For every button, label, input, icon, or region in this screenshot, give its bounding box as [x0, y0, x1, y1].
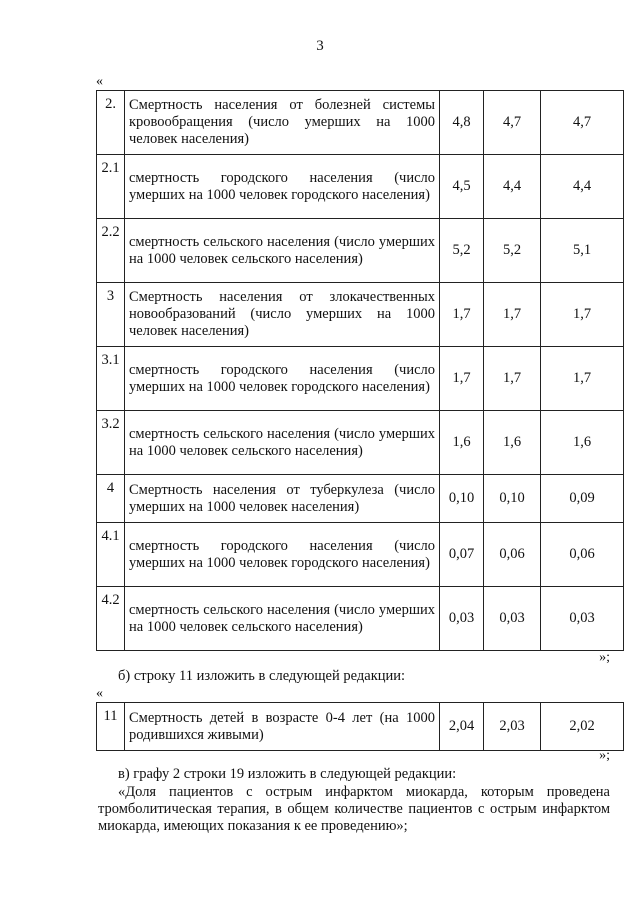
table-row — [97, 219, 624, 283]
row-value-2: 1,7 — [484, 347, 541, 411]
table-row — [97, 91, 624, 155]
row-value-2: 0,10 — [484, 475, 541, 523]
row-description: смертность городского населения (число умерших на 1000 человек городского населения) — [125, 155, 440, 219]
row-value-2: 2,03 — [484, 703, 541, 751]
row-value-3: 0,09 — [541, 475, 624, 523]
row-value-1: 0,10 — [440, 475, 484, 523]
row-description: смертность сельского населения (число умерших на 1000 человек сельского населения) — [125, 587, 440, 651]
row-value-1: 4,8 — [440, 91, 484, 155]
row-value-3: 5,1 — [541, 219, 624, 283]
mortality-table — [96, 90, 624, 651]
amendment-v-text: в) графу 2 строки 19 изложить в следующей редакции: — [118, 766, 457, 782]
row-description: Смертность населения от болезней системы кровообращения (число умерших на 1000 человек населения) — [125, 91, 440, 155]
row-number: 4.2 — [97, 587, 125, 651]
row-number: 3.1 — [97, 347, 125, 411]
open-quote-mark: « — [96, 74, 103, 89]
row-value-3: 1,7 — [541, 347, 624, 411]
amendment-v-body: «Доля пациентов с острым инфарктом миокарда, которым проведена тромболитическая терапия, в общем количестве пациентов с острым инфарктом миокарда, имеющих показания к ее проведению»; — [98, 784, 610, 834]
row-number: 2. — [97, 91, 125, 155]
close-quote-mark: »; — [599, 650, 610, 665]
row-value-1: 5,2 — [440, 219, 484, 283]
row-description: смертность сельского населения (число умерших на 1000 человек сельского населения) — [125, 219, 440, 283]
row-value-1: 0,03 — [440, 587, 484, 651]
row-value-2: 4,7 — [484, 91, 541, 155]
table-row — [97, 523, 624, 587]
row-value-2: 5,2 — [484, 219, 541, 283]
table-row — [97, 283, 624, 347]
row-description: Смертность детей в возрасте 0-4 лет (на 1000 родившихся живыми) — [125, 703, 440, 751]
child-mortality-table — [96, 702, 624, 751]
row-value-1: 4,5 — [440, 155, 484, 219]
row-number: 2.2 — [97, 219, 125, 283]
row-value-2: 0,03 — [484, 587, 541, 651]
row-description: смертность сельского населения (число умерших на 1000 человек сельского населения) — [125, 411, 440, 475]
row-value-1: 1,7 — [440, 283, 484, 347]
row-number: 4.1 — [97, 523, 125, 587]
row-number: 3 — [97, 283, 125, 347]
row-number: 3.2 — [97, 411, 125, 475]
row-number: 2.1 — [97, 155, 125, 219]
row-value-3: 4,7 — [541, 91, 624, 155]
row-description: Смертность населения от туберкулеза (число умерших на 1000 человек населения) — [125, 475, 440, 523]
close-quote-mark: »; — [599, 748, 610, 763]
row-value-2: 1,6 — [484, 411, 541, 475]
row-value-3: 0,03 — [541, 587, 624, 651]
row-value-2: 1,7 — [484, 283, 541, 347]
row-value-1: 0,07 — [440, 523, 484, 587]
table-row — [97, 155, 624, 219]
table-row — [97, 411, 624, 475]
row-number: 4 — [97, 475, 125, 523]
row-value-1: 1,6 — [440, 411, 484, 475]
row-description: смертность городского населения (число умерших на 1000 человек городского населения) — [125, 347, 440, 411]
table-row — [97, 587, 624, 651]
row-value-3: 1,6 — [541, 411, 624, 475]
row-value-1: 1,7 — [440, 347, 484, 411]
row-number: 11 — [97, 703, 125, 751]
row-value-3: 2,02 — [541, 703, 624, 751]
row-value-3: 1,7 — [541, 283, 624, 347]
table-row — [97, 703, 624, 751]
open-quote-mark: « — [96, 686, 103, 701]
row-value-3: 4,4 — [541, 155, 624, 219]
row-value-3: 0,06 — [541, 523, 624, 587]
amendment-b-text: б) строку 11 изложить в следующей редакции: — [118, 668, 406, 684]
row-description: Смертность населения от злокачественных новообразований (число умерших на 1000 человек населения) — [125, 283, 440, 347]
row-value-2: 4,4 — [484, 155, 541, 219]
row-description: смертность городского населения (число умерших на 1000 человек городского населения) — [125, 523, 440, 587]
row-value-1: 2,04 — [440, 703, 484, 751]
table-row — [97, 475, 624, 523]
table-row — [97, 347, 624, 411]
page-number: 3 — [316, 38, 324, 54]
row-value-2: 0,06 — [484, 523, 541, 587]
